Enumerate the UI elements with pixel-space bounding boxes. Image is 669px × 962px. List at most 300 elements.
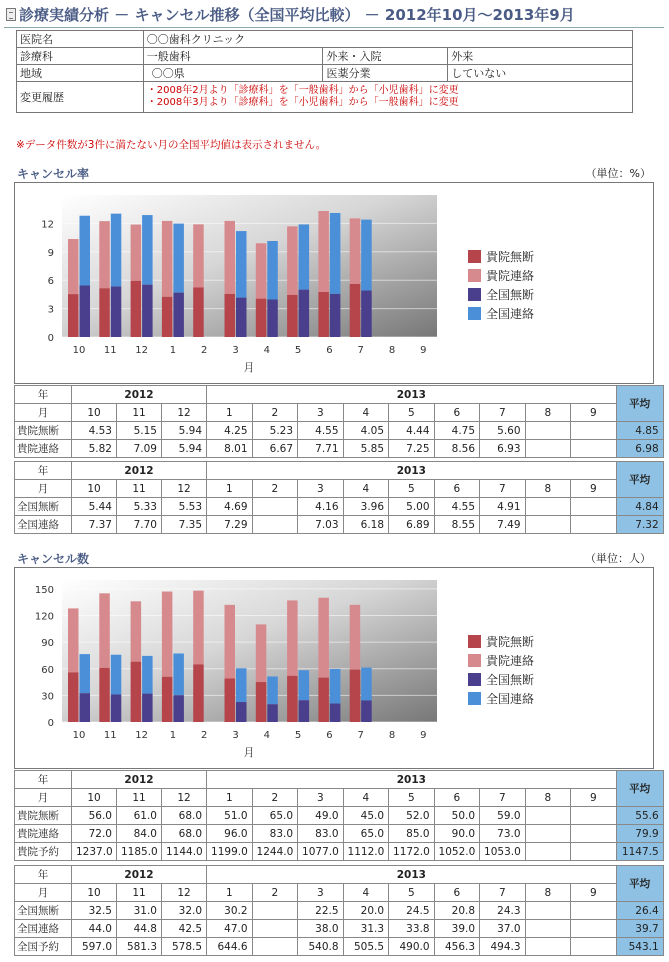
month-header: 8 [525, 789, 571, 807]
bar-national-noshow [330, 704, 341, 722]
bar-own-noshow [287, 295, 298, 337]
bar-own-contact [162, 221, 173, 297]
y-tick-label: 3 [47, 304, 54, 316]
x-tick-label: 2 [201, 345, 208, 356]
month-header: 1 [207, 480, 253, 498]
month-header: 8 [525, 404, 571, 422]
table-row [15, 422, 664, 440]
month-header: 9 [571, 480, 617, 498]
bar-own-contact [99, 593, 110, 668]
y-tick-label: 0 [47, 718, 54, 729]
table-cell: 5.82 [72, 440, 117, 458]
bar-national-noshow [267, 704, 278, 722]
count-national-table [14, 865, 664, 956]
row-label: 貴院予約 [15, 843, 72, 861]
table-cell [252, 920, 298, 938]
table-cell: 8.01 [207, 440, 253, 458]
avg-header: 平均 [616, 866, 663, 902]
table-cell: 4.53 [72, 422, 117, 440]
table-cell: 4.55 [434, 498, 480, 516]
table-cell: 1053.0 [480, 843, 526, 861]
legend-swatch [468, 692, 481, 705]
table-cell [571, 843, 617, 861]
table-cell [525, 920, 571, 938]
month-label: 月 [15, 480, 72, 498]
table-cell: 6.67 [252, 440, 298, 458]
table-cell: 5.33 [117, 498, 162, 516]
table-cell: 44.0 [72, 920, 117, 938]
table-cell: 5.94 [162, 440, 207, 458]
bar-national-noshow [111, 287, 122, 337]
month-row [15, 884, 664, 902]
bar-national-contact [173, 224, 184, 293]
table-cell [571, 516, 617, 534]
month-header: 4 [343, 404, 389, 422]
x-tick-label: 8 [388, 730, 396, 741]
legend-swatch [468, 307, 481, 320]
bar-national-noshow [299, 700, 310, 722]
bar-national-noshow [299, 290, 310, 337]
bar-national-noshow [173, 293, 184, 337]
table-cell: 96.0 [207, 825, 253, 843]
table-cell: 72.0 [72, 825, 117, 843]
x-tick-label: 6 [326, 345, 333, 356]
history-list [143, 82, 632, 113]
table-cell: 7.03 [298, 516, 344, 534]
count-own-table [14, 770, 664, 861]
month-header: 4 [343, 789, 389, 807]
month-header: 8 [525, 480, 571, 498]
year-2013: 2013 [207, 386, 617, 404]
table-cell: 505.5 [343, 938, 389, 956]
table-row [15, 516, 664, 534]
legend-swatch [468, 635, 481, 648]
month-header: 10 [72, 480, 117, 498]
month-header: 2 [252, 789, 298, 807]
table-cell: 47.0 [207, 920, 253, 938]
table-cell: 7.29 [207, 516, 253, 534]
table-cell: 5.85 [343, 440, 389, 458]
table-cell: 90.0 [434, 825, 480, 843]
bar-national-noshow [80, 693, 91, 722]
table-row [15, 825, 664, 843]
bar-own-contact [162, 592, 173, 677]
count-legend [468, 634, 534, 710]
table-cell: 4.16 [298, 498, 344, 516]
month-header: 6 [434, 884, 480, 902]
table-cell: 65.0 [343, 825, 389, 843]
bar-own-contact [193, 224, 204, 287]
month-header: 3 [298, 884, 344, 902]
table-cell: 33.8 [389, 920, 435, 938]
table-row [15, 938, 664, 956]
bar-own-contact [131, 601, 142, 661]
bar-own-contact [350, 605, 361, 670]
bar-own-noshow [225, 294, 236, 337]
x-tick-label: 6 [326, 730, 333, 741]
table-cell: 7.09 [117, 440, 162, 458]
table-cell [571, 825, 617, 843]
bar-own-noshow [162, 677, 173, 722]
table-cell [525, 422, 571, 440]
bar-own-contact [131, 225, 142, 281]
bar-own-noshow [131, 281, 142, 337]
bar-national-contact [330, 213, 341, 294]
month-header: 12 [162, 884, 207, 902]
table-cell: 32.0 [162, 902, 207, 920]
visit-type-value: 外来 [448, 48, 633, 65]
table-cell: 4.75 [434, 422, 480, 440]
table-cell: 1052.0 [434, 843, 480, 861]
region-label: 地域 [17, 65, 144, 82]
month-header: 7 [480, 884, 526, 902]
year-row [15, 462, 664, 480]
month-header: 12 [162, 480, 207, 498]
table-cell: 68.0 [162, 825, 207, 843]
month-row [15, 404, 664, 422]
year-row [15, 386, 664, 404]
table-cell: 5.44 [72, 498, 117, 516]
month-header: 12 [162, 404, 207, 422]
year-label: 年 [15, 462, 72, 480]
month-header: 4 [343, 480, 389, 498]
bar-own-noshow [131, 662, 142, 722]
avg-cell: 6.98 [616, 440, 663, 458]
month-header: 2 [252, 480, 298, 498]
year-row [15, 771, 664, 789]
y-tick-label: 0 [47, 333, 54, 344]
bar-own-noshow [68, 672, 79, 722]
avg-cell: 39.7 [616, 920, 663, 938]
month-header: 6 [434, 480, 480, 498]
table-cell [252, 498, 298, 516]
page-title: 診療実績分析 － キャンセル推移（全国平均比較） － 2012年10月～2013年9月 [4, 3, 664, 28]
bar-own-noshow [318, 292, 329, 337]
table-cell [525, 498, 571, 516]
history-label: 変更履歴 [17, 82, 144, 113]
month-header: 1 [207, 789, 253, 807]
avg-cell: 79.9 [616, 825, 663, 843]
x-tick-label: 9 [420, 345, 427, 356]
legend-swatch [468, 288, 481, 301]
table-cell: 59.0 [480, 807, 526, 825]
y-tick-label: 12 [41, 219, 54, 231]
avg-header: 平均 [616, 386, 663, 422]
bar-own-contact [256, 243, 266, 298]
legend-item: 全国連絡 [468, 691, 534, 710]
x-tick-label: 8 [388, 345, 396, 356]
avg-cell: 1147.5 [616, 843, 663, 861]
month-header: 7 [480, 789, 526, 807]
pharma-label: 医薬分業 [323, 65, 448, 82]
avg-cell: 4.85 [616, 422, 663, 440]
table-cell: 6.18 [343, 516, 389, 534]
table-cell: 51.0 [207, 807, 253, 825]
table-cell [571, 807, 617, 825]
table-cell: 4.44 [389, 422, 435, 440]
table-cell: 4.91 [480, 498, 526, 516]
bar-national-noshow [361, 700, 372, 722]
table-cell: 65.0 [252, 807, 298, 825]
table-cell: 6.93 [480, 440, 526, 458]
table-cell: 50.0 [434, 807, 480, 825]
bar-national-noshow [236, 298, 247, 337]
month-header: 10 [72, 884, 117, 902]
avg-cell: 543.1 [616, 938, 663, 956]
avg-cell: 4.84 [616, 498, 663, 516]
month-header: 9 [571, 404, 617, 422]
table-cell: 1244.0 [252, 843, 298, 861]
table-cell: 1144.0 [162, 843, 207, 861]
bar-national-contact [267, 241, 278, 300]
month-label: 月 [15, 404, 72, 422]
bar-national-contact [267, 676, 278, 704]
rate-chart [14, 182, 654, 384]
bar-own-noshow [350, 284, 361, 337]
clinic-info-table [16, 30, 633, 113]
bar-own-noshow [256, 682, 266, 722]
table-cell: 581.3 [117, 938, 162, 956]
table-cell: 7.70 [117, 516, 162, 534]
month-header: 11 [117, 404, 162, 422]
table-cell: 20.0 [343, 902, 389, 920]
bar-national-contact [142, 656, 153, 694]
bar-national-noshow [361, 291, 372, 337]
bar-national-noshow [142, 285, 153, 337]
y-tick-label: 120 [34, 611, 54, 623]
month-header: 6 [434, 789, 480, 807]
clinic-name-label: 医院名 [17, 31, 144, 48]
table-cell [252, 902, 298, 920]
x-tick-label: 10 [72, 345, 86, 356]
month-row [15, 789, 664, 807]
table-cell: 31.0 [117, 902, 162, 920]
bar-own-noshow [99, 288, 110, 337]
table-cell: 7.25 [389, 440, 435, 458]
table-cell: 1237.0 [72, 843, 117, 861]
legend-item: 貴院連絡 [468, 653, 534, 672]
month-header: 11 [117, 789, 162, 807]
month-header: 2 [252, 884, 298, 902]
table-cell: 83.0 [252, 825, 298, 843]
table-row [15, 843, 664, 861]
table-cell: 56.0 [72, 807, 117, 825]
table-cell [571, 902, 617, 920]
table-cell [571, 498, 617, 516]
table-cell: 24.3 [480, 902, 526, 920]
x-tick-label: 3 [232, 730, 239, 741]
year-label: 年 [15, 386, 72, 404]
table-cell: 20.8 [434, 902, 480, 920]
table-cell [571, 422, 617, 440]
bar-own-noshow [287, 676, 298, 722]
table-cell: 22.5 [298, 902, 344, 920]
year-2013: 2013 [207, 866, 617, 884]
y-tick-label: 9 [47, 247, 54, 259]
rate-own-table [14, 385, 664, 458]
x-tick-label: 5 [294, 730, 302, 741]
table-cell: 456.3 [434, 938, 480, 956]
table-cell: 7.37 [72, 516, 117, 534]
count-chart [14, 567, 654, 769]
table-cell: 73.0 [480, 825, 526, 843]
month-header: 8 [525, 884, 571, 902]
legend-swatch [468, 673, 481, 686]
bar-national-contact [111, 655, 122, 695]
avg-header: 平均 [616, 771, 663, 807]
pharma-value: していない [448, 65, 633, 82]
table-row [15, 498, 664, 516]
table-cell [252, 516, 298, 534]
row-label: 全国連絡 [15, 516, 72, 534]
table-cell: 68.0 [162, 807, 207, 825]
bar-own-noshow [99, 668, 110, 722]
year-label: 年 [15, 866, 72, 884]
month-header: 3 [298, 789, 344, 807]
legend-item: 全国連絡 [468, 306, 534, 325]
history-item: ・2008年2月より「診療科」を「一般歯科」から「小児歯科」に変更 [146, 85, 459, 96]
table-cell: 32.5 [72, 902, 117, 920]
table-cell: 42.5 [162, 920, 207, 938]
table-cell [525, 516, 571, 534]
avg-header: 平均 [616, 462, 663, 498]
month-header: 5 [389, 884, 435, 902]
month-header: 2 [252, 404, 298, 422]
bar-own-contact [68, 239, 79, 294]
rate-heading: キャンセル率 [17, 167, 90, 181]
rate-legend [468, 249, 534, 325]
table-cell [525, 807, 571, 825]
x-tick-label: 12 [135, 345, 148, 356]
table-cell [525, 440, 571, 458]
x-tick-label: 5 [294, 345, 302, 356]
month-header: 6 [434, 404, 480, 422]
table-cell [571, 440, 617, 458]
row-label: 全国連絡 [15, 920, 72, 938]
table-cell: 45.0 [343, 807, 389, 825]
x-tick-label: 7 [357, 730, 364, 741]
clinic-name-value: 〇〇歯科クリニック [143, 31, 632, 48]
x-tick-label: 4 [263, 730, 270, 741]
table-cell: 5.60 [480, 422, 526, 440]
bar-national-contact [361, 668, 372, 701]
table-cell: 578.5 [162, 938, 207, 956]
month-header: 7 [480, 480, 526, 498]
bar-national-noshow [80, 286, 91, 337]
x-tick-label: 11 [103, 345, 117, 356]
month-header: 9 [571, 789, 617, 807]
table-cell: 8.55 [434, 516, 480, 534]
bar-national-contact [236, 231, 247, 298]
table-cell: 39.0 [434, 920, 480, 938]
bar-own-contact [225, 605, 236, 679]
bar-own-noshow [193, 664, 204, 722]
table-cell: 597.0 [72, 938, 117, 956]
bar-own-noshow [350, 670, 361, 722]
x-axis-label: 月 [243, 746, 255, 759]
month-header: 7 [480, 404, 526, 422]
bar-national-contact [173, 653, 184, 695]
legend-swatch [468, 250, 481, 263]
month-header: 5 [389, 480, 435, 498]
table-cell: 3.96 [343, 498, 389, 516]
month-header: 12 [162, 789, 207, 807]
month-header: 5 [389, 404, 435, 422]
row-label: 全国予約 [15, 938, 72, 956]
bar-own-contact [99, 221, 110, 288]
month-header: 1 [207, 884, 253, 902]
year-2012: 2012 [72, 866, 207, 884]
bar-national-noshow [173, 695, 184, 722]
x-tick-label: 4 [263, 345, 270, 356]
row-label: 貴院連絡 [15, 825, 72, 843]
x-tick-label: 10 [72, 730, 86, 741]
rate-unit: （単位：%） [585, 167, 651, 180]
region-value: 〇〇県 [143, 65, 323, 82]
bar-own-contact [193, 591, 204, 665]
bar-own-contact [68, 608, 79, 672]
history-item: ・2008年3月より「診療科」を「小児歯科」から「一般歯科」に変更 [146, 97, 459, 108]
row-label: 全国無断 [15, 498, 72, 516]
table-cell: 61.0 [117, 807, 162, 825]
rate-chart-svg [15, 183, 653, 383]
table-cell: 5.00 [389, 498, 435, 516]
bar-national-contact [142, 215, 153, 285]
table-cell: 1112.0 [343, 843, 389, 861]
bar-own-contact [318, 211, 329, 292]
table-cell [525, 825, 571, 843]
table-cell: 4.69 [207, 498, 253, 516]
x-tick-label: 11 [103, 730, 117, 741]
table-cell: 490.0 [389, 938, 435, 956]
x-tick-label: 2 [201, 730, 208, 741]
table-cell: 1077.0 [298, 843, 344, 861]
x-tick-label: 3 [232, 345, 239, 356]
bar-own-contact [225, 221, 236, 294]
bar-own-noshow [68, 294, 79, 337]
month-header: 11 [117, 884, 162, 902]
bar-national-noshow [236, 702, 247, 722]
table-cell: 7.71 [298, 440, 344, 458]
bar-own-contact [256, 624, 266, 682]
table-row [15, 440, 664, 458]
table-cell: 7.49 [480, 516, 526, 534]
x-tick-label: 1 [169, 345, 177, 356]
bar-own-contact [287, 600, 298, 675]
table-cell: 494.3 [480, 938, 526, 956]
x-tick-label: 1 [169, 730, 177, 741]
bar-national-contact [330, 669, 341, 704]
legend-item: 全国無断 [468, 287, 534, 306]
table-cell: 5.15 [117, 422, 162, 440]
table-cell: 1199.0 [207, 843, 253, 861]
year-2013: 2013 [207, 771, 617, 789]
bar-national-contact [80, 654, 91, 693]
row-label: 貴院連絡 [15, 440, 72, 458]
table-cell [571, 938, 617, 956]
month-row [15, 480, 664, 498]
table-cell: 1185.0 [117, 843, 162, 861]
month-header: 11 [117, 480, 162, 498]
table-cell: 44.8 [117, 920, 162, 938]
legend-swatch [468, 654, 481, 667]
bar-national-noshow [142, 694, 153, 722]
bar-national-contact [236, 668, 247, 702]
x-axis-label: 月 [243, 361, 255, 374]
table-cell: 5.94 [162, 422, 207, 440]
legend-item: 貴院無断 [468, 249, 534, 268]
month-header: 3 [298, 480, 344, 498]
